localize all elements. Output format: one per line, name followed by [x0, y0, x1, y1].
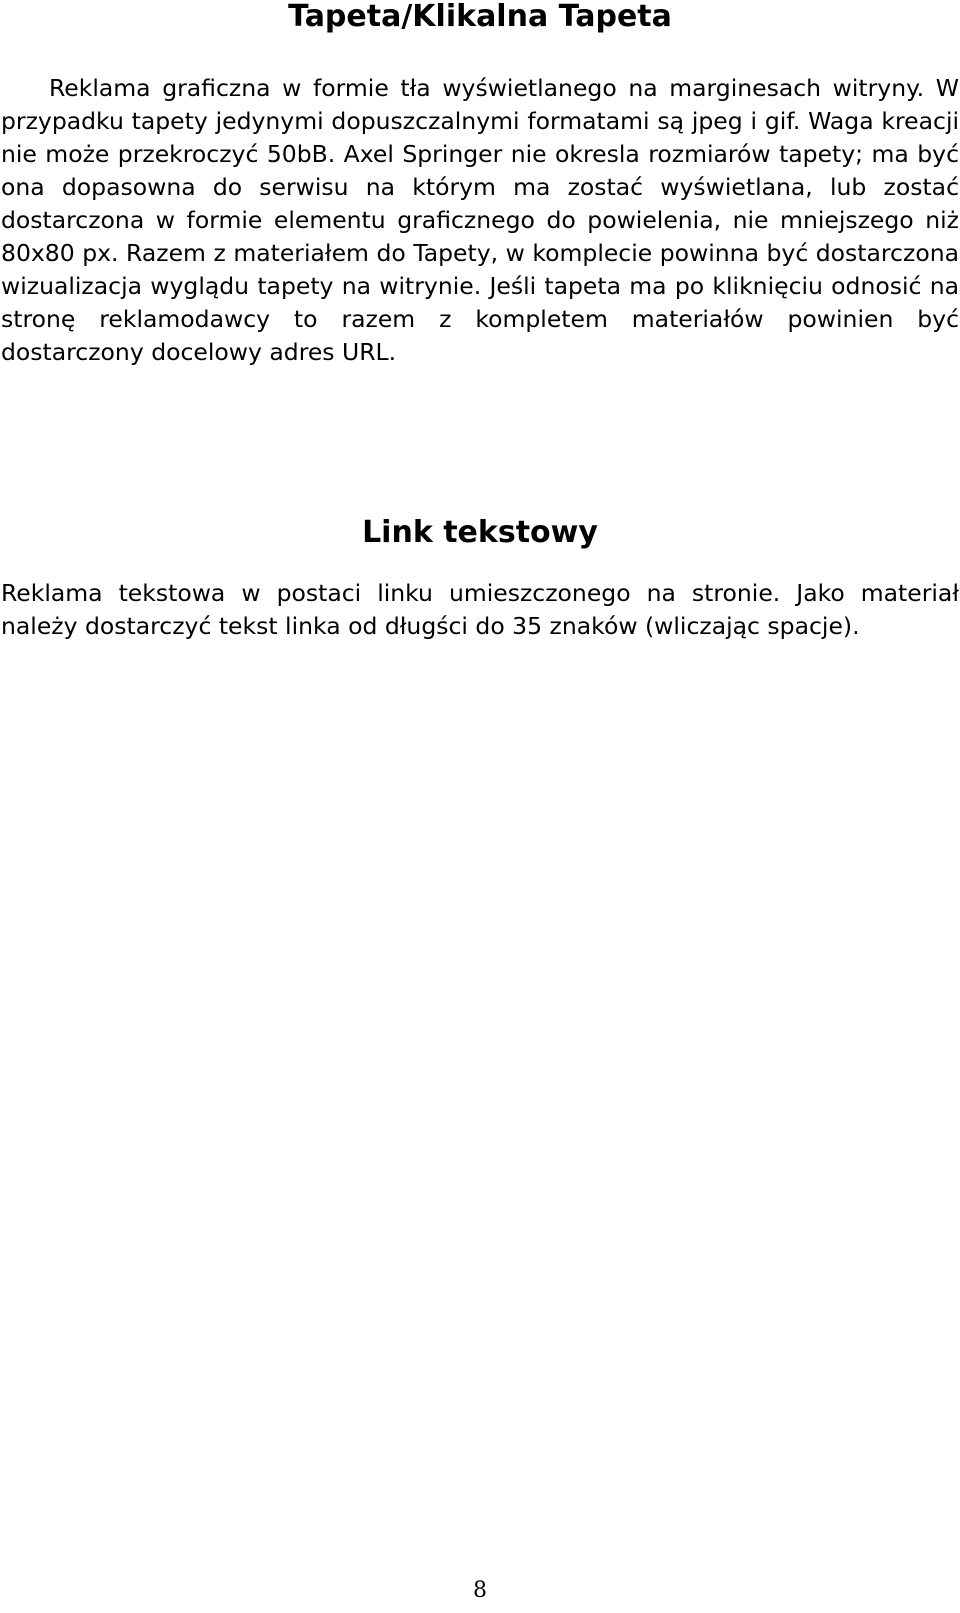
section-body-tapeta: Reklama graficzna w formie tła wyświetlanego na marginesach witryny. W przypadku tapety jedynymi dopuszczalnymi formatami są jpeg i gif. Waga kreacji nie może przekroczyć 50bB. Axel Springer nie okresla rozmiarów tapety; ma być ona dopasowna do serwisu na którym ma zostać wyświetlana, lub zostać dostarczona w formie elementu graficznego do powielenia, nie mniejszego niż 80x80 px. Razem z materiałem do Tapety, w komplecie powinna być dostarczona wizualizacja wyglądu tapety na witrynie. Jeśli tapeta ma po kliknięciu odnosić na stronę reklamodawcy to razem z kompletem materiałów powinien być dostarczony docelowy adres URL.: [1, 74, 959, 366]
section-heading-tapeta: Tapeta/Klikalna Tapeta: [288, 0, 672, 34]
section-heading-link-tekstowy: Link tekstowy: [362, 515, 598, 550]
section-body-link-tekstowy: Reklama tekstowa w postaci linku umieszczonego na stronie. Jako materiał należy dostarczyć tekst linka od długści do 35 znaków (wliczając spacje).: [1, 579, 959, 640]
page-number: 8: [473, 1578, 487, 1603]
